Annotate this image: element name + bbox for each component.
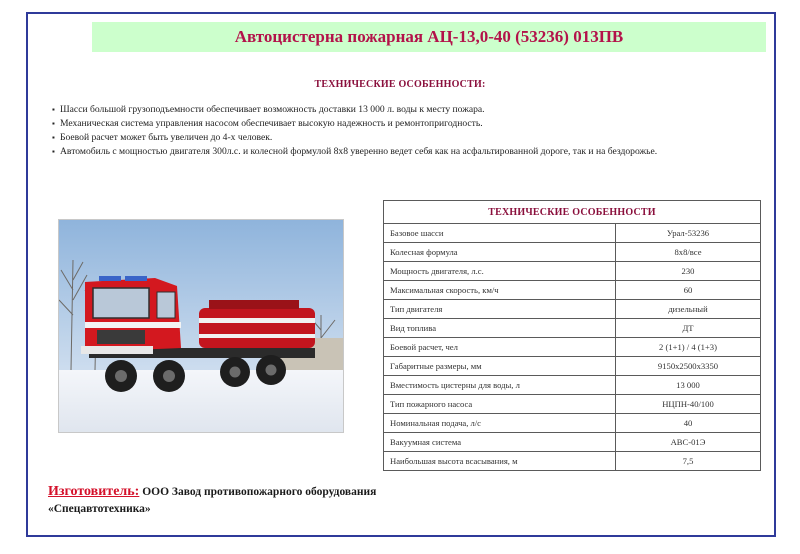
manufacturer-block [48,483,388,518]
spec-value: 7,5 [616,452,761,471]
spec-value: дизельный [616,300,761,319]
table-row [384,262,761,281]
spec-label: Номинальная подача, л/с [384,414,616,433]
title-bar [92,22,766,52]
spec-value: 8х8/все [616,243,761,262]
spec-label: Мощность двигателя, л.с. [384,262,616,281]
spec-value: 230 [616,262,761,281]
spec-value: 60 [616,281,761,300]
table-row [384,281,761,300]
fire-truck-photo [58,219,344,433]
manufacturer-label: Изготовитель: [48,484,140,499]
spec-label: Наибольшая высота всасывания, м [384,452,616,471]
table-row [384,243,761,262]
spec-value: Урал-53236 [616,224,761,243]
manufacturer-name: ООО Завод противопожарного оборудования «Спецавтотехника» [48,486,377,515]
spec-label: Вакуумная система [384,433,616,452]
spec-label: Габаритные размеры, мм [384,357,616,376]
specs-header-row [384,201,761,224]
spec-label: Колесная формула [384,243,616,262]
table-row [384,357,761,376]
features-list [52,103,772,159]
feature-item: ▪ Механическая система управления насосом обеспечивает высокую надежность и ремонтопригодность. [52,117,772,131]
feature-item: ▪ Боевой расчет может быть увеличен до 4-х человек. [52,131,772,145]
spec-value: ДТ [616,319,761,338]
spec-label: Максимальная скорость, км/ч [384,281,616,300]
page-title: Автоцистерна пожарная АЦ-13,0-40 (53236) 013ПВ [234,27,624,46]
spec-value: АВС-01Э [616,433,761,452]
feature-item: ▪ Автомобиль с мощностью двигателя 300л.с. и колесной формулой 8х8 уверенно ведет себя как на асфальтированной дороге, так и на бездорожье. [52,145,772,159]
spec-value: 2 (1+1) / 4 (1+3) [616,338,761,357]
table-row [384,319,761,338]
spec-label: Тип пожарного насоса [384,395,616,414]
spec-value: НЦПН-40/100 [616,395,761,414]
spec-value: 13 000 [616,376,761,395]
spec-label: Тип двигателя [384,300,616,319]
table-row [384,338,761,357]
table-row [384,300,761,319]
spec-label: Вместимость цистерны для воды, л [384,376,616,395]
feature-item: ▪ Шасси большой грузоподъемности обеспечивает возможность доставки 13 000 л. воды к месту пожара. [52,103,772,117]
spec-value: 9150х2500х3350 [616,357,761,376]
table-row [384,224,761,243]
spec-value: 40 [616,414,761,433]
spec-label: Боевой расчет, чел [384,338,616,357]
table-row [384,395,761,414]
specs-table [383,200,761,471]
table-row [384,414,761,433]
features-heading: ТЕХНИЧЕСКИЕ ОСОБЕННОСТИ: [314,79,486,90]
table-row [384,376,761,395]
specs-heading: ТЕХНИЧЕСКИЕ ОСОБЕННОСТИ [384,201,761,224]
table-row [384,452,761,471]
spec-label: Вид топлива [384,319,616,338]
table-row [384,433,761,452]
spec-label: Базовое шасси [384,224,616,243]
